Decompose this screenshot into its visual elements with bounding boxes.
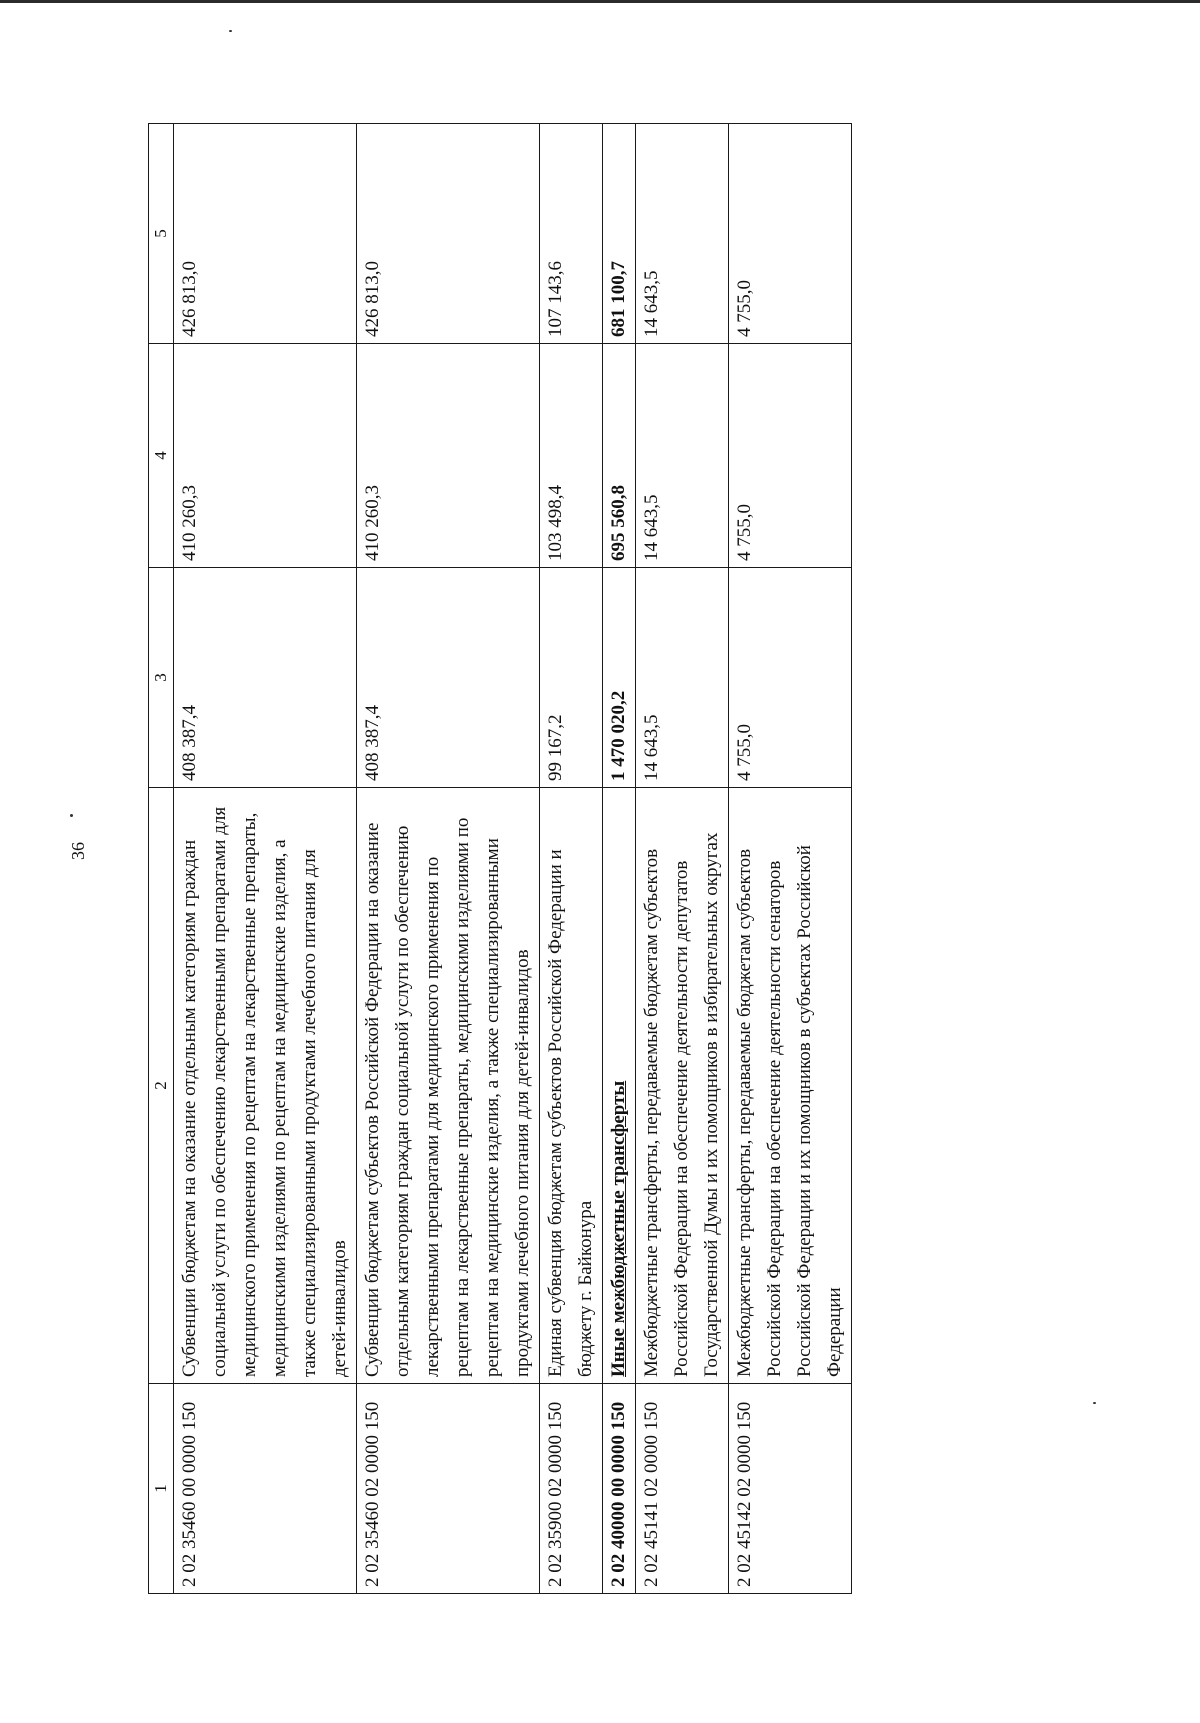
- row-code: 2 02 35900 02 0000 150: [540, 1384, 603, 1594]
- row-value-3: 4 755,0: [729, 568, 852, 788]
- row-value-3: 1 470 020,2: [603, 568, 636, 788]
- row-value-5: 426 813,0: [357, 124, 540, 344]
- table-row: [540, 124, 603, 1594]
- row-code: 2 02 35460 02 0000 150: [357, 1384, 540, 1594]
- row-value-4: 695 560,8: [603, 344, 636, 568]
- row-value-3: 408 387,4: [357, 568, 540, 788]
- header-col-2: 2: [149, 788, 174, 1384]
- table-row: [636, 124, 729, 1594]
- table-row: [357, 124, 540, 1594]
- row-value-4: 14 643,5: [636, 344, 729, 568]
- row-value-5: 14 643,5: [636, 124, 729, 344]
- row-value-3: 14 643,5: [636, 568, 729, 788]
- scan-top-edge: [0, 0, 1200, 3]
- row-value-4: 410 260,3: [357, 344, 540, 568]
- row-value-4: 103 498,4: [540, 344, 603, 568]
- scan-speck: [229, 30, 232, 32]
- row-code: 2 02 45142 02 0000 150: [729, 1384, 852, 1594]
- row-value-4: 4 755,0: [729, 344, 852, 568]
- row-code: 2 02 45141 02 0000 150: [636, 1384, 729, 1594]
- table-row: [729, 124, 852, 1594]
- row-value-3: 99 167,2: [540, 568, 603, 788]
- header-col-4: 4: [149, 344, 174, 568]
- row-value-5: 4 755,0: [729, 124, 852, 344]
- header-row: [149, 124, 174, 1594]
- header-col-1: 1: [149, 1384, 174, 1594]
- scan-speck: [70, 814, 73, 817]
- row-value-5: 426 813,0: [174, 124, 357, 344]
- row-value-3: 408 387,4: [174, 568, 357, 788]
- table-row-total: [603, 124, 636, 1594]
- row-value-5: 107 143,6: [540, 124, 603, 344]
- row-value-4: 410 260,3: [174, 344, 357, 568]
- page-number: 36: [68, 842, 88, 860]
- row-name: Субвенции бюджетам на оказание отдельным категориям граждан социальной услуги по обеспечению лекарственными препаратами для медицинского применения по рецептам на лекарственные препараты, медицинскими изделиями по рецептам на медицинские изделия, а также специализированными продуктами лечебного питания для детей-инвалидов: [174, 788, 357, 1384]
- header-col-3: 3: [149, 568, 174, 788]
- row-code: 2 02 35460 00 0000 150: [174, 1384, 357, 1594]
- row-name: Межбюджетные трансферты, передаваемые бюджетам субъектов Российской Федерации на обеспечение деятельности депутатов Государственной Думы и их помощников в избирательных округах: [636, 788, 729, 1384]
- row-name: Единая субвенция бюджетам субъектов Российской Федерации и бюджету г. Байконура: [540, 788, 603, 1384]
- table-row: [174, 124, 357, 1594]
- row-name: Иные межбюджетные трансферты: [603, 788, 636, 1384]
- row-name: Субвенции бюджетам субъектов Российской Федерации на оказание отдельным категориям граждан социальной услуги по обеспечению лекарственными препаратами для медицинского применения по рецептам на лекарственные препараты, медицинскими изделиями по рецептам на медицинские изделия, а также специализированными продуктами лечебного питания для детей-инвалидов: [357, 788, 540, 1384]
- budget-table: [148, 123, 852, 1594]
- header-col-5: 5: [149, 124, 174, 344]
- row-code: 2 02 40000 00 0000 150: [603, 1384, 636, 1594]
- rotated-table-sheet: [148, 124, 1104, 1594]
- row-name: Межбюджетные трансферты, передаваемые бюджетам субъектов Российской Федерации на обеспечение деятельности сенаторов Российской Федерации и их помощников в субъектах Российской Федерации: [729, 788, 852, 1384]
- row-value-5: 681 100,7: [603, 124, 636, 344]
